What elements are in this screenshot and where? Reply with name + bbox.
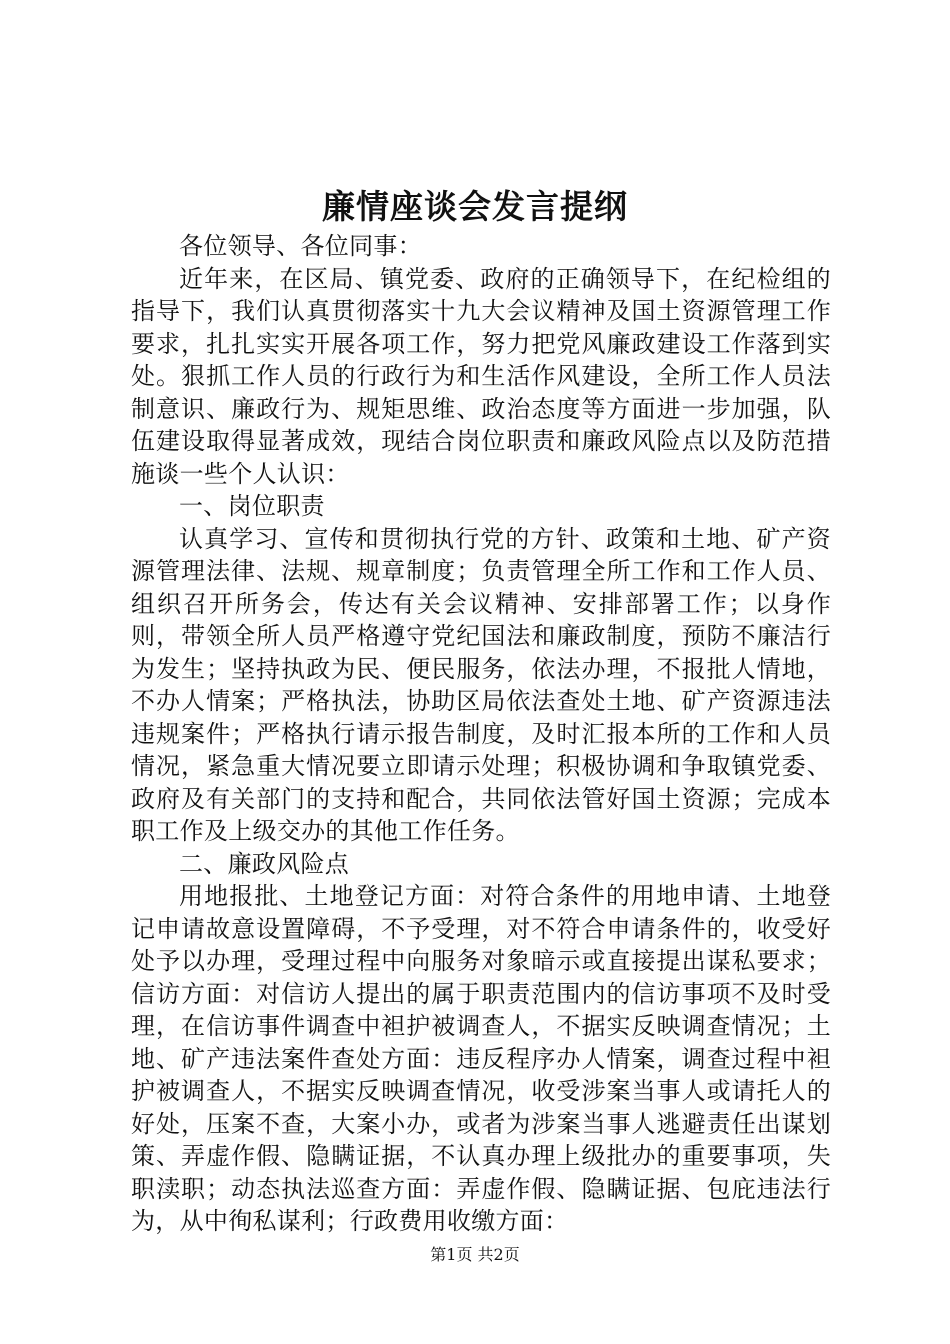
section-heading-risks: 二、廉政风险点 xyxy=(179,849,350,878)
document-body xyxy=(131,230,831,1238)
page-footer: 第1页 共2页 xyxy=(430,1245,520,1264)
duties-paragraph: 认真学习、宣传和贯彻执行党的方针、政策和土地、矿产资源管理法律、法规、规章制度；负责管理全所工作和工作人员、组织召开所务会，传达有关会议精神、安排部署工作；以身作则，带领全所人员严格遵守党纪国法和廉政制度，预防不廉洁行为发生；坚持执政为民、便民服务，依法办理，不报批人情地，不办人情案；严格执法，协助区局依法查处土地、矿产资源违法违规案件；严格执行请示报告制度，及时汇报本所的工作和人员情况，紧急重大情况要立即请示处理；积极协调和争取镇党委、政府及有关部门的支持和配合，共同依法管好国土资源；完成本职工作及上级交办的其他工作任务。 xyxy=(131,524,831,845)
section-heading-duties: 一、岗位职责 xyxy=(179,492,325,520)
document-title: 廉情座谈会发言提纲 xyxy=(322,187,628,226)
risks-paragraph: 用地报批、土地登记方面：对符合条件的用地申请、土地登记申请故意设置障碍，不予受理，对不符合申请条件的，收受好处予以办理，受理过程中向服务对象暗示或直接提出谋私要求；信访方面：对信访人提出的属于职责范围内的信访事项不及时受理，在信访事件调查中袒护被调查人，不据实反映调查情况；土地、矿产违法案件查处方面：违反程序办人情案，调查过程中袒护被调查人，不据实反映调查情况，收受涉案当事人或请托人的好处，压案不查，大案小办，或者为涉案当事人逃避责任出谋划策、弄虚作假、隐瞒证据，不认真办理上级批办的重要事项，失职渎职；动态执法巡查方面：弄虚作假、隐瞒证据、包庇违法行为，从中徇私谋利；行政费用收缴方面： xyxy=(131,882,831,1235)
intro-paragraph: 近年来，在区局、镇党委、政府的正确领导下，在纪检组的指导下，我们认真贯彻落实十九大会议精神及国土资源管理工作要求，扎扎实实开展各项工作，努力把党风廉政建设工作落到实处。狠抓工作人员的行政行为和生活作风建设，全所工作人员法制意识、廉政行为、规矩思维、政治态度等方面进一步加强，队伍建设取得显著成效，现结合岗位职责和廉政风险点以及防范措施谈一些个人认识： xyxy=(131,264,831,488)
salutation-paragraph: 各位领导、各位同事： xyxy=(179,232,422,260)
